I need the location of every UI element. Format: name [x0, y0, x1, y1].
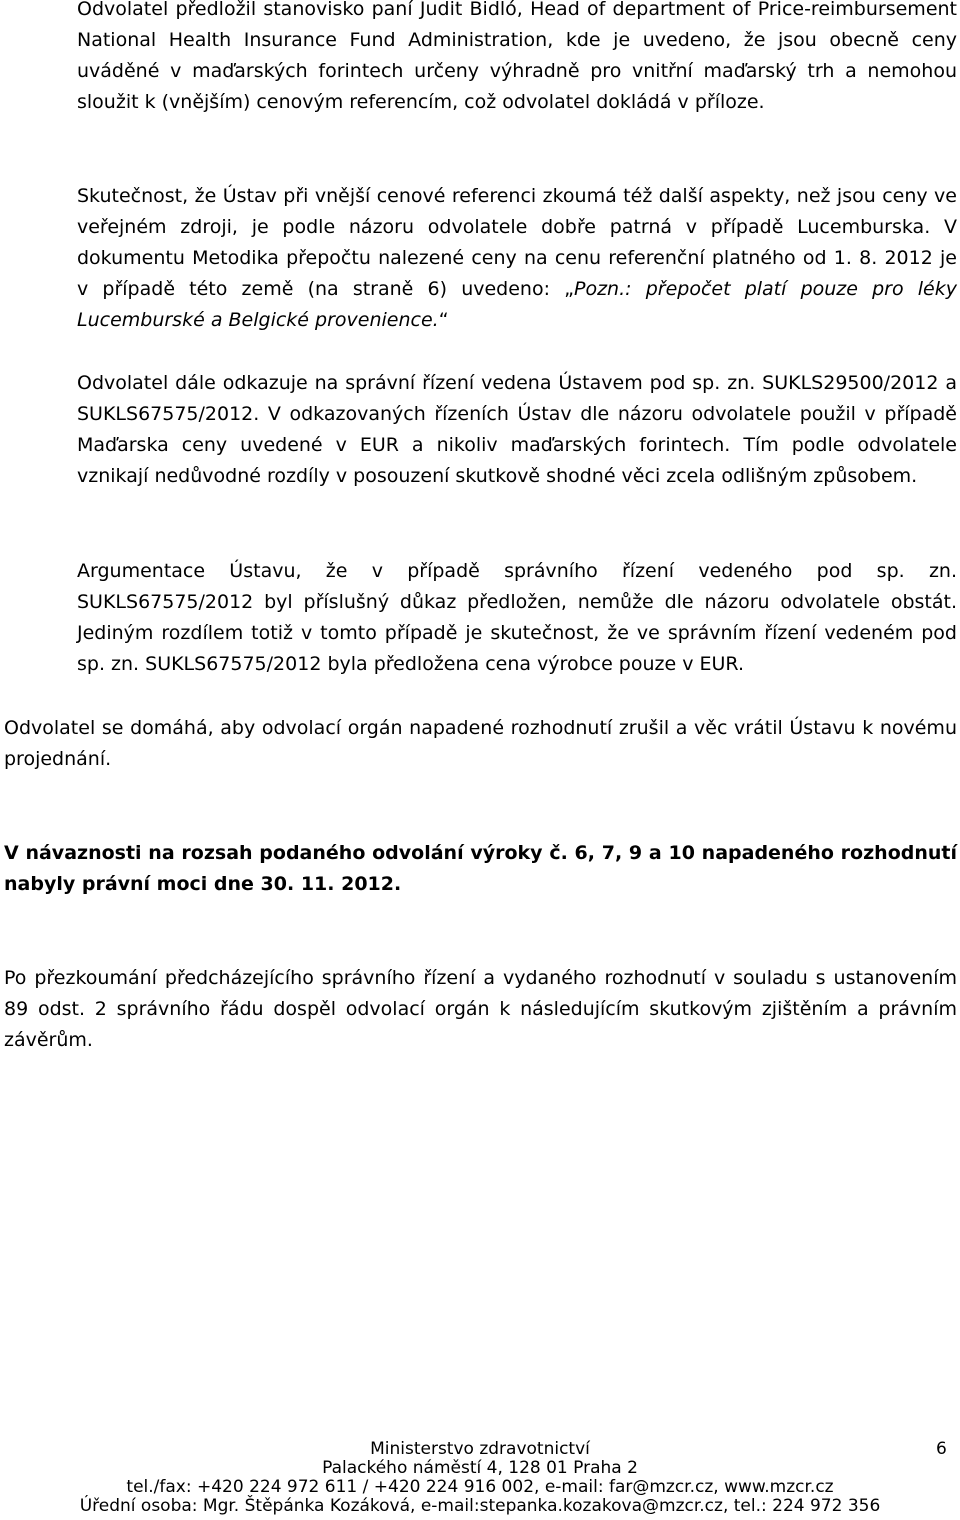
paragraph-luxembourg-quote-close: “: [438, 309, 449, 331]
paragraph-proceedings-reference: Odvolatel dále odkazuje na správní řízení vedena Ústavem pod sp. zn. SUKLS29500/2012 a SUKLS67575/2012. V odkazovaných řízeních Ústav dle názoru odvolatele použil v případě Maďarska ceny uvedené v EUR a nikoliv maďarských forintech. Tím podle odvolatele vznikají nedůvodné rozdíly v posouzení skutkově shodné věci zcela odlišným způsobem.: [77, 372, 957, 487]
footer-official-person: Úřední osoba: Mgr. Štěpánka Kozáková, e-mail:stepanka.kozakova@mzcr.cz, tel.: 224 972 356: [79, 1496, 881, 1516]
footer-contact: tel./fax: +420 224 972 611 / +420 224 916 002, e-mail: far@mzcr.cz, www.mzcr.cz: [126, 1477, 834, 1497]
footer-ministry-name: Ministerstvo zdravotnictví: [370, 1439, 590, 1459]
paragraph-legal-force: V návaznosti na rozsah podaného odvolání výroky č. 6, 7, 9 a 10 napadeného rozhodnutí nabyly právní moci dne 30. 11. 2012.: [4, 842, 957, 895]
paragraph-appeal-request: Odvolatel se domáhá, aby odvolací orgán napadené rozhodnutí zrušil a věc vrátil Ústavu k novému projednání.: [4, 717, 957, 770]
paragraph-review-conclusion: Po přezkoumání předcházejícího správního řízení a vydaného rozhodnutí v souladu s ustanovením 89 odst. 2 správního řádu dospěl odvolací orgán k následujícím skutkovým zjištěním a právním závěrům.: [4, 967, 957, 1051]
page-footer: [0, 1440, 960, 1516]
paragraph-luxembourg-text: Skutečnost, že Ústav při vnější cenové referenci zkoumá též další aspekty, než jsou ceny ve veřejném zdroji, je podle názoru odvolatele dobře patrná v případě Lucemburska. V dokumentu Metodika přepočtu nalezené ceny na cenu referenční platného od 1. 8. 2012 je v případě této země (na straně 6) uvedeno: „: [77, 185, 957, 300]
paragraph-luxembourg-quote: Pozn.: přepočet platí pouze pro léky Lucemburské a Belgické provenience.: [77, 278, 957, 331]
paragraph-institute-argumentation: Argumentace Ústavu, že v případě správního řízení vedeného pod sp. zn. SUKLS67575/2012 byl příslušný důkaz předložen, nemůže dle názoru odvolatele obstát. Jediným rozdílem totiž v tomto případě je skutečnost, že ve správním řízení vedeném pod sp. zn. SUKLS67575/2012 byla předložena cena výrobce pouze v EUR.: [77, 560, 957, 675]
page-number: 6: [936, 1439, 947, 1459]
paragraph-expert-statement: Odvolatel předložil stanovisko paní Judit Bidló, Head of department of Price-reimbursement National Health Insurance Fund Administration, kde je uvedeno, že jsou obecně ceny uváděné v maďarských forintech určeny výhradně pro vnitřní maďarský trh a nemohou sloužit k (vnějším) cenovým referencím, což odvolatel dokládá v příloze.: [77, 0, 957, 113]
paragraph-luxembourg-reference: [77, 181, 957, 336]
footer-address: Palackého náměstí 4, 128 01 Praha 2: [322, 1458, 638, 1478]
